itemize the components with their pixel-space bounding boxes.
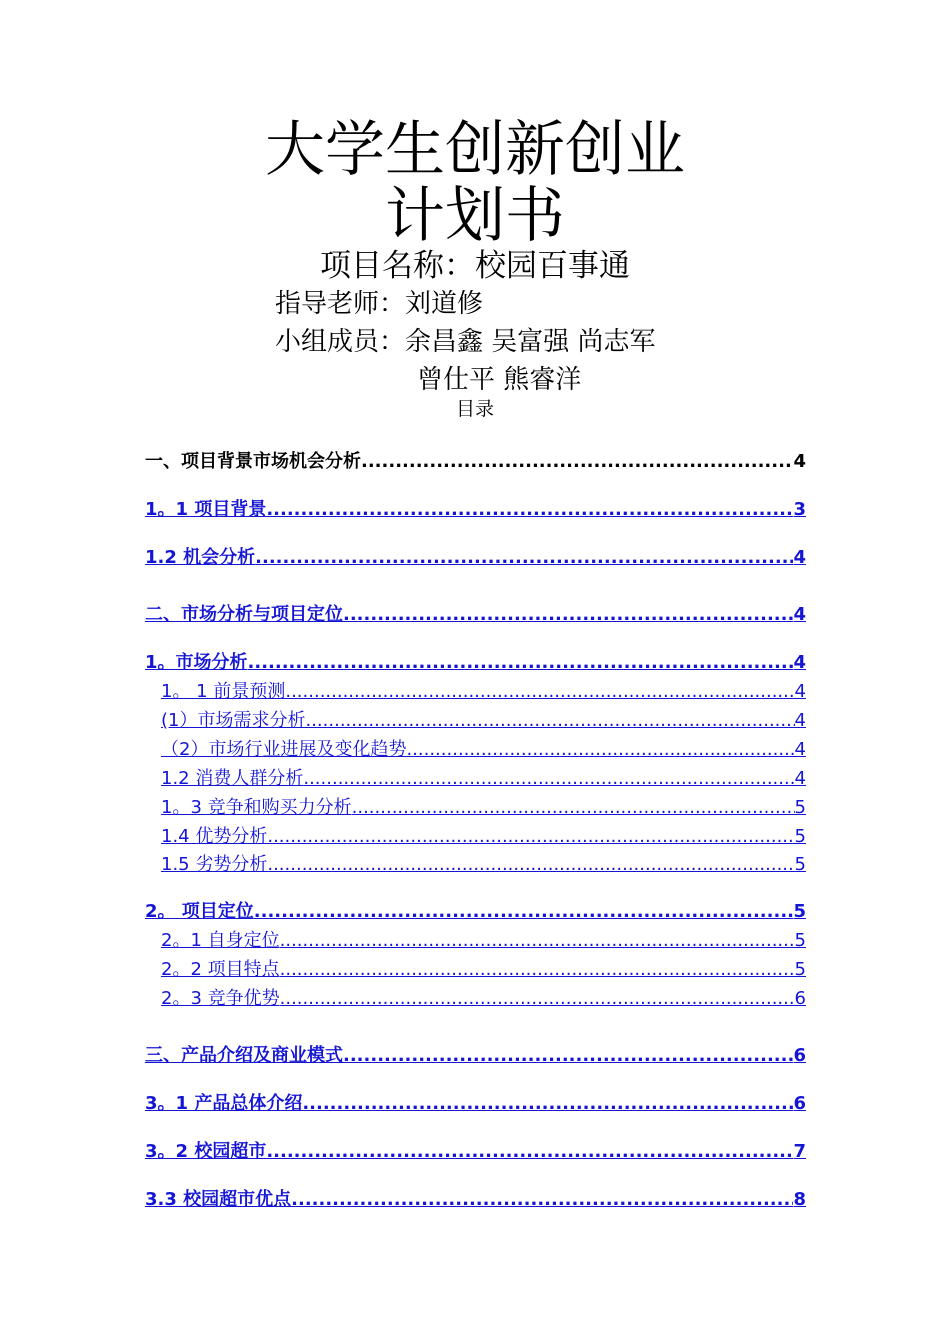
toc-entry[interactable]	[145, 900, 806, 924]
advisor: 指导老师：刘道修	[275, 289, 484, 319]
members-line-1: 小组成员：余昌鑫 吴富强 尚志军	[275, 327, 656, 357]
toc-entry-text: 3。2 校园超市	[145, 1141, 267, 1162]
toc-leader	[361, 450, 793, 474]
toc-entry-page: 5	[794, 854, 806, 875]
toc-heading: 目录	[455, 398, 494, 420]
toc-entry-page: 8	[793, 1189, 806, 1210]
toc-leader	[302, 1092, 793, 1116]
toc-entry[interactable]	[161, 853, 806, 877]
toc-entry[interactable]	[145, 450, 806, 474]
toc-entry-page: 6	[793, 1093, 806, 1114]
toc-entry-text: 1。1 项目背景	[145, 499, 267, 520]
toc-entry[interactable]	[145, 546, 806, 570]
toc-entry-page: 6	[793, 1045, 806, 1066]
toc-entry[interactable]	[161, 825, 806, 849]
toc-entry-page: 5	[793, 901, 806, 922]
toc-entry-text: 三、产品介绍及商业模式	[145, 1045, 343, 1066]
toc-leader	[255, 546, 793, 570]
toc-entry-text: 1.5 劣势分析	[161, 854, 268, 875]
toc-entry[interactable]	[161, 796, 806, 820]
members-line-2: 曾仕平 熊睿洋	[417, 365, 582, 395]
toc-leader	[266, 1140, 793, 1164]
toc-entry-text: 2。1 自身定位	[161, 930, 280, 951]
toc-entry-text: 2。3 竞争优势	[161, 988, 280, 1009]
toc-entry-page: 6	[794, 988, 806, 1009]
toc-entry[interactable]	[145, 1044, 806, 1068]
toc-entry-page: 4	[793, 604, 806, 625]
toc-leader	[352, 796, 795, 820]
toc-entry[interactable]	[145, 498, 806, 522]
toc-entry-page: 3	[793, 499, 806, 520]
toc-entry-text: （2）市场行业进展及变化趋势	[161, 739, 407, 760]
toc-entry-text: 2。 项目定位	[145, 901, 254, 922]
toc-leader	[280, 958, 795, 982]
toc-leader	[280, 929, 795, 953]
toc-entry-page: 4	[793, 451, 806, 472]
toc-entry[interactable]	[145, 651, 806, 675]
toc-entry-text: 2。2 项目特点	[161, 959, 280, 980]
toc-entry-page: 4	[794, 681, 806, 702]
toc-entry[interactable]	[161, 958, 806, 982]
toc-leader	[266, 498, 793, 522]
toc-entry-text: 3。1 产品总体介绍	[145, 1093, 303, 1114]
toc-entry-text: (1）市场需求分析	[161, 710, 306, 731]
project-name: 项目名称：校园百事通	[320, 248, 630, 284]
toc-entry-text: 1.4 优势分析	[161, 826, 268, 847]
toc-entry-page: 5	[794, 930, 806, 951]
toc-leader	[343, 603, 793, 627]
toc-entry[interactable]	[145, 1092, 806, 1116]
toc-entry-page: 4	[794, 739, 806, 760]
document-title-line-2: 计划书	[385, 181, 565, 251]
toc-entry-page: 7	[793, 1141, 806, 1162]
toc-leader	[267, 853, 794, 877]
toc-leader	[303, 767, 794, 791]
toc-leader	[291, 1188, 793, 1212]
toc-entry-page: 4	[794, 710, 806, 731]
toc-entry[interactable]	[161, 680, 806, 704]
toc-entry[interactable]	[161, 767, 806, 791]
toc-leader	[254, 900, 794, 924]
toc-entry-text: 一、项目背景市场机会分析	[145, 451, 361, 472]
toc-entry-text: 二、市场分析与项目定位	[145, 604, 343, 625]
toc-leader	[280, 987, 795, 1011]
toc-leader	[267, 825, 794, 849]
toc-entry-page: 5	[794, 797, 806, 818]
toc-entry-page: 4	[793, 547, 806, 568]
toc-leader	[406, 738, 794, 762]
toc-leader	[343, 1044, 793, 1068]
toc-leader	[248, 651, 794, 675]
toc-entry[interactable]	[161, 709, 806, 733]
toc-entry-page: 4	[794, 768, 806, 789]
toc-entry-text: 1。3 竞争和购买力分析	[161, 797, 352, 818]
toc-entry-text: 1。市场分析	[145, 652, 248, 673]
toc-leader	[305, 709, 794, 733]
toc-entry-page: 5	[794, 959, 806, 980]
toc-entry-page: 4	[793, 652, 806, 673]
toc-entry-text: 3.3 校园超市优点	[145, 1189, 292, 1210]
toc-entry[interactable]	[145, 1140, 806, 1164]
toc-entry[interactable]	[161, 987, 806, 1011]
document-title-line-1: 大学生创新创业	[265, 115, 685, 185]
toc-entry-text: 1.2 消费人群分析	[161, 768, 304, 789]
toc-entry[interactable]	[145, 1188, 806, 1212]
toc-entry-page: 5	[794, 826, 806, 847]
toc-entry[interactable]	[161, 738, 806, 762]
toc-entry[interactable]	[161, 929, 806, 953]
toc-entry-text: 1。 1 前景预测	[161, 681, 286, 702]
toc-entry[interactable]	[145, 603, 806, 627]
toc-entry-text: 1.2 机会分析	[145, 547, 256, 568]
toc-leader	[285, 680, 794, 704]
